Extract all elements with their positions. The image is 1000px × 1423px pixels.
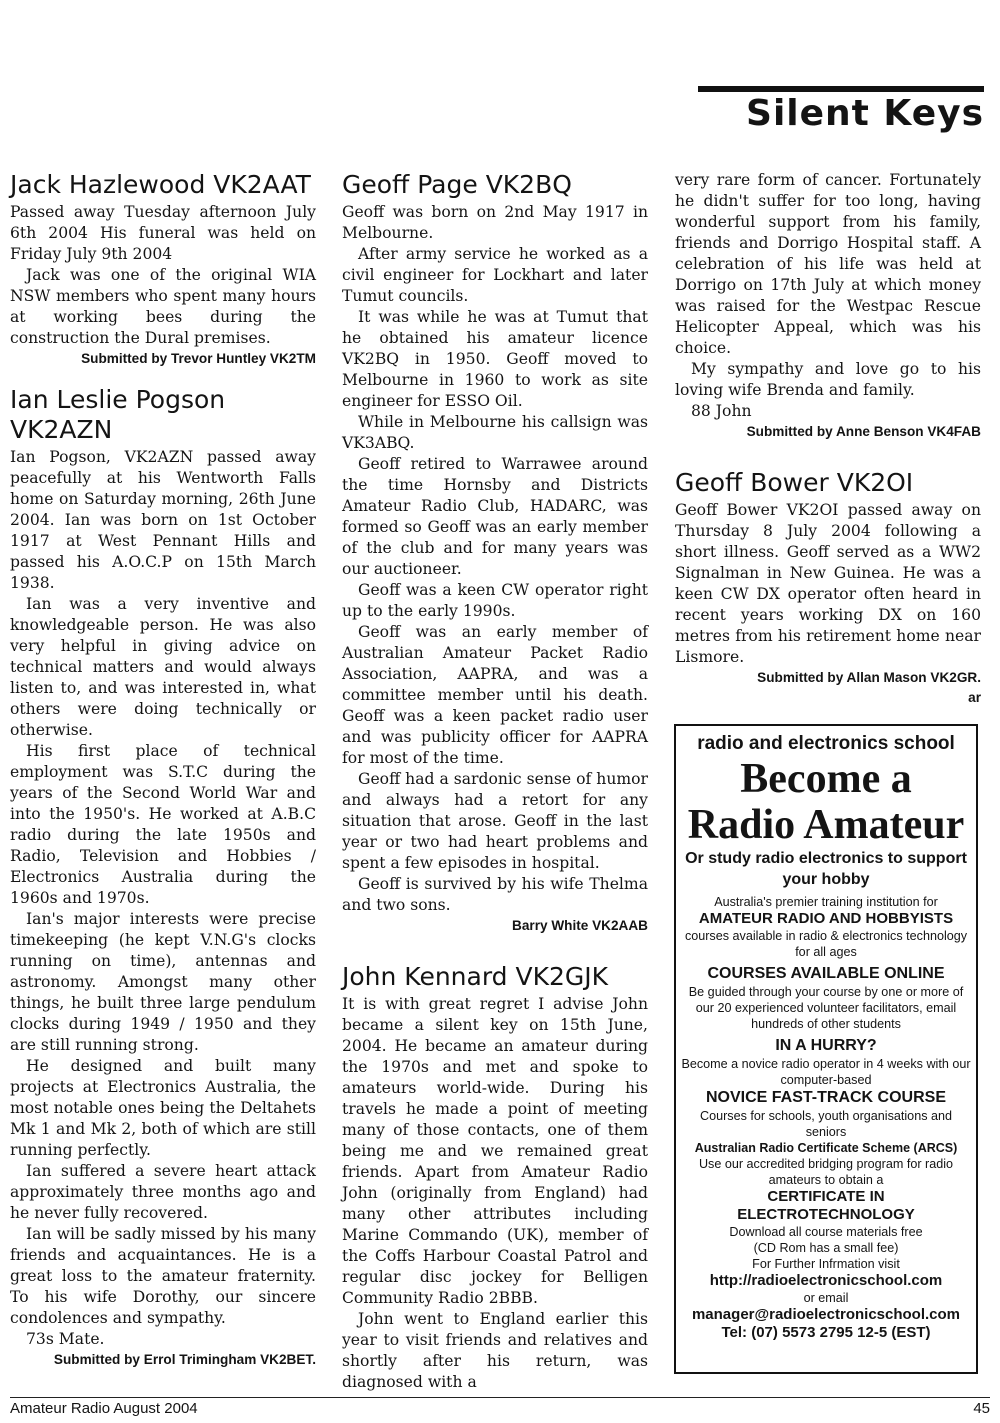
- paragraph: Geoff Bower VK2OI passed away on Thursday 8 July 2004 following a short illness. Geoff served as a WW2 Signalman in New Guinea. He was a keen CW DX operator often heard in recent years working DX on 160 metres from his retirement home near Lismore.: [675, 501, 981, 666]
- end-mark: ar: [968, 690, 981, 705]
- paragraph: John went to England earlier this year to visit friends and relatives and shortly after his return, was diagnosed with a: [342, 1310, 648, 1391]
- ad-heading: COURSES AVAILABLE ONLINE: [707, 965, 945, 982]
- paragraph: Geoff was an early member of Australian Amateur Packet Radio Association, AAPRA, and was a committee member until his death. Geoff was a keen packet radio user and was publicity officer for AAPRA for most of the time.: [342, 623, 648, 767]
- column-1: [10, 170, 316, 1370]
- advertisement-box: [674, 724, 978, 1374]
- paragraph: After army service he worked as a civil engineer for Lockhart and later Tumut councils.: [342, 245, 648, 305]
- obituary-heading: John Kennard VK2GJK: [342, 962, 609, 991]
- paragraph: He designed and built many projects at Electronics Australia, the most notable ones being the Deltahets Mk 1 and Mk 2, both of which are still running perfectly.: [10, 1057, 316, 1159]
- submitted-by: Submitted by Trevor Huntley VK2TM: [81, 351, 316, 366]
- ad-telephone: Tel: (07) 5573 2795 12-5 (EST): [721, 1324, 931, 1341]
- ad-heading: IN A HURRY?: [775, 1037, 877, 1054]
- obituary-heading: Jack Hazlewood VK2AAT: [10, 170, 311, 199]
- paragraph: 88 John: [691, 402, 752, 420]
- paragraph: My sympathy and love go to his loving wife Brenda and family.: [675, 360, 981, 399]
- paragraph: Ian was a very inventive and knowledgeable person. He was also very helpful in giving advice on technical matters and would always listen to, and was interested in, what others were doing technically or otherwise.: [10, 595, 316, 739]
- footer-rule: [10, 1397, 990, 1398]
- submitted-by: Submitted by Allan Mason VK2GR.: [757, 670, 981, 685]
- ad-text: Download all course materials free: [729, 1225, 923, 1239]
- ad-headline-line1: Become a: [740, 756, 912, 802]
- ad-headline-line2: Radio Amateur: [687, 802, 965, 848]
- column-3: [675, 170, 981, 708]
- ad-text: Australia's premier training institution for: [714, 895, 938, 909]
- obituary-heading: Ian Leslie Pogson VK2AZN: [10, 385, 226, 444]
- paragraph: It was while he was at Tumut that he obtained his amateur licence VK2BQ in 1950. Geoff moved to Melbourne in 1960 to work as site engineer for ESSO Oil.: [342, 308, 648, 410]
- column-2: [342, 170, 648, 1393]
- ad-heading: CERTIFICATE IN ELECTROTECHNOLOGY: [737, 1188, 915, 1223]
- ad-subheadline: Or study radio electronics to support your hobby: [685, 850, 967, 888]
- ad-school-name: radio and electronics school: [697, 733, 955, 754]
- paragraph: Geoff was born on 2nd May 1917 in Melbourne.: [342, 203, 648, 242]
- ad-text: Become a novice radio operator in 4 weeks with our computer-based: [681, 1057, 971, 1087]
- obituary-heading: Geoff Page VK2BQ: [342, 170, 572, 199]
- paragraph: Geoff had a sardonic sense of humor and always had a retort for any situation that arose. Geoff in the last year or two had heart problems and spent a few episodes in hospital.: [342, 770, 648, 872]
- paragraph: very rare form of cancer. Fortunately he didn't suffer for too long, having wonderful support from his family, friends and Dorrigo Hospital staff. A celebration of his life was held at Dorrigo on 17th July at which money was raised for the Westpac Rescue Helicopter Appeal, which was his choice.: [675, 171, 981, 357]
- ad-text: Courses for schools, youth organisations and seniors: [699, 1109, 953, 1139]
- paragraph: Geoff was a keen CW operator right up to the early 1990s.: [342, 581, 648, 620]
- ad-text: Use our accredited bridging program for radio amateurs to obtain a: [698, 1157, 954, 1187]
- footer-publication: Amateur Radio August 2004: [10, 1400, 198, 1417]
- ad-text: For Further Infrmation visit: [752, 1257, 900, 1271]
- ad-heading: AMATEUR RADIO AND HOBBYISTS: [698, 910, 954, 927]
- paragraph: While in Melbourne his callsign was VK3ABQ.: [342, 413, 648, 452]
- paragraph: Passed away Tuesday afternoon July 6th 2004 His funeral was held on Friday July 9th 2004: [10, 203, 316, 263]
- paragraph: Geoff is survived by his wife Thelma and two sons.: [342, 875, 648, 914]
- ad-website-link[interactable]: http://radioelectronicschool.com: [709, 1272, 943, 1289]
- ad-text: or email: [803, 1291, 849, 1305]
- paragraph: Jack was one of the original WIA NSW members who spent many hours at working bees during the construction the Dural premises.: [10, 266, 316, 347]
- paragraph: His first place of technical employment was S.T.C during the years of the Second World War and into the 1950's. He worked at A.B.C radio during the late 1950s and Radio, Television and Hobbies / Electronics Australia during the 1960s and 1970s.: [10, 742, 316, 907]
- paragraph: 73s Mate.: [26, 1330, 105, 1348]
- submitted-by: Submitted by Errol Trimingham VK2BET.: [53, 1352, 316, 1367]
- paragraph: It is with great regret I advise John became a silent key on 15th June, 2004. He became an amateur during the 1970s and met and spoke to amateurs world-wide. During his travels he made a point of meeting many of those contacts, one of them being me and we remained great friends. Apart from Amateur Radio John (originally from England) had many other attributes including Marine Commando (UK), member of the Coffs Harbour Coastal Patrol and regular disc jockey for Belligen Community Radio 2BBB.: [342, 995, 648, 1307]
- paragraph: Ian suffered a severe heart attack approximately three months ago and he never fully recovered.: [10, 1162, 316, 1222]
- paragraph: Geoff retired to Warrawee around the time Hornsby and Districts Amateur Radio Club, HADARC, was formed so Geoff was an early member of the club and for many years was our auctioneer.: [342, 455, 648, 578]
- ad-text: Be guided through your course by one or more of our 20 experienced volunteer facilitators, email hundreds of other students: [688, 985, 964, 1031]
- obituary-heading: Geoff Bower VK2OI: [675, 468, 914, 497]
- page-number: 45: [973, 1400, 990, 1417]
- section-title: Silent Keys: [698, 86, 984, 138]
- ad-text: Australian Radio Certificate Scheme (ARCS): [694, 1141, 958, 1155]
- submitted-by: Barry White VK2AAB: [512, 918, 648, 933]
- paragraph: Ian Pogson, VK2AZN passed away peacefully at his Wentworth Falls home on Saturday morning, 26th June 2004. Ian was born on 1st October 1917 at West Pennant Hills and passed his A.O.C.P on 15th March 1938.: [10, 448, 316, 592]
- paragraph: Ian will be sadly missed by his many friends and acquaintances. He is a great loss to the amateur fraternity. To his wife Dorothy, our sincere condolences and sympathy.: [10, 1225, 316, 1327]
- ad-text: (CD Rom has a small fee): [753, 1241, 899, 1255]
- ad-text: courses available in radio & electronics technology for all ages: [684, 929, 968, 959]
- ad-email-link[interactable]: manager@radioelectronicschool.com: [691, 1306, 961, 1323]
- submitted-by: Submitted by Anne Benson VK4FAB: [746, 424, 981, 439]
- ad-heading: NOVICE FAST-TRACK COURSE: [705, 1089, 946, 1106]
- paragraph: Ian's major interests were precise timekeeping (he kept V.N.G's clocks running on time), antennas and astronomy. Amongst many other things, he built three large pendulum clocks during 1949 / 1950 and they are still running strong.: [10, 910, 316, 1054]
